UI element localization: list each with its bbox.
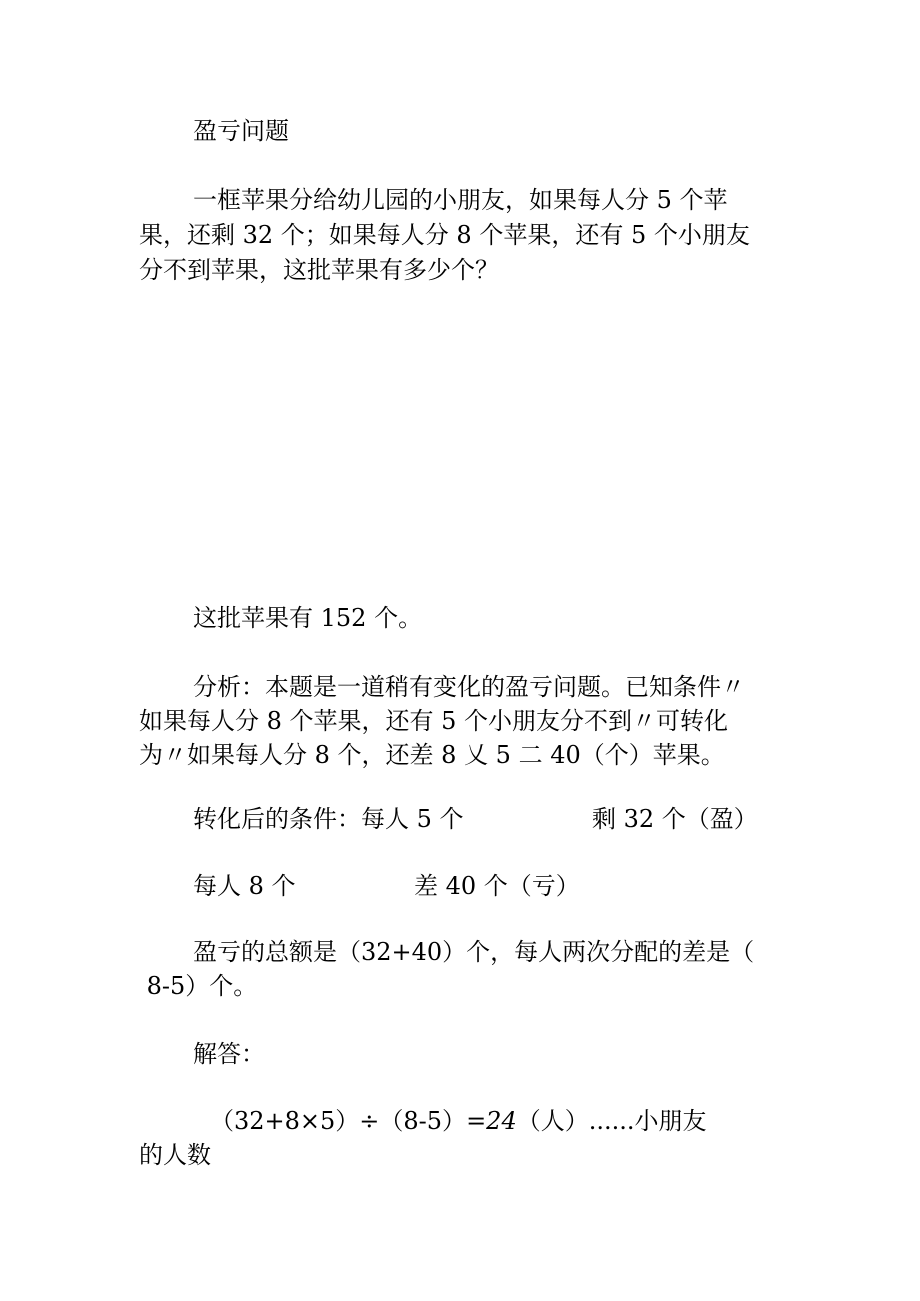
answer-line: 这批苹果有 152 个。	[193, 604, 423, 632]
problem-line-3: 分不到苹果，这批苹果有多少个？	[139, 256, 499, 284]
totals-line-2: 8-5）个。	[139, 972, 258, 1000]
condition-row-1-left: 转化后的条件：每人 5 个	[193, 805, 464, 833]
problem-line-1: 一框苹果分给幼儿园的小朋友，如果每人分 5 个苹	[193, 186, 728, 214]
condition-row-2-left: 每人 8 个	[193, 872, 296, 900]
analysis-line-2: 如果每人分 8 个苹果，还有 5 个小朋友分不到〃可转化	[139, 707, 729, 735]
solution-line-2: 的人数	[139, 1141, 211, 1169]
condition-row-1-right: 剩 32 个（盈）	[592, 805, 758, 833]
condition-row-2-right: 差 40 个（亏）	[414, 872, 580, 900]
analysis-line-3: 为〃如果每人分 8 个，还差 8 乂 5 二 40（个）苹果。	[139, 741, 725, 769]
solution-expression	[210, 1104, 707, 1138]
page-title: 盈亏问题	[193, 117, 289, 145]
solution-expression-result: =24	[466, 1107, 517, 1135]
problem-line-2: 果，还剩 32 个；如果每人分 8 个苹果，还有 5 个小朋友	[139, 221, 750, 249]
analysis-line-1: 分析：本题是一道稍有变化的盈亏问题。已知条件〃	[193, 673, 745, 701]
solution-expression-c: （人）......小朋友	[516, 1107, 707, 1135]
solution-expression-a: （32+8×5）÷（8-5）	[210, 1107, 467, 1135]
solution-heading: 解答：	[193, 1040, 265, 1068]
totals-line-1: 盈亏的总额是（32+40）个，每人两次分配的差是（	[193, 938, 755, 966]
